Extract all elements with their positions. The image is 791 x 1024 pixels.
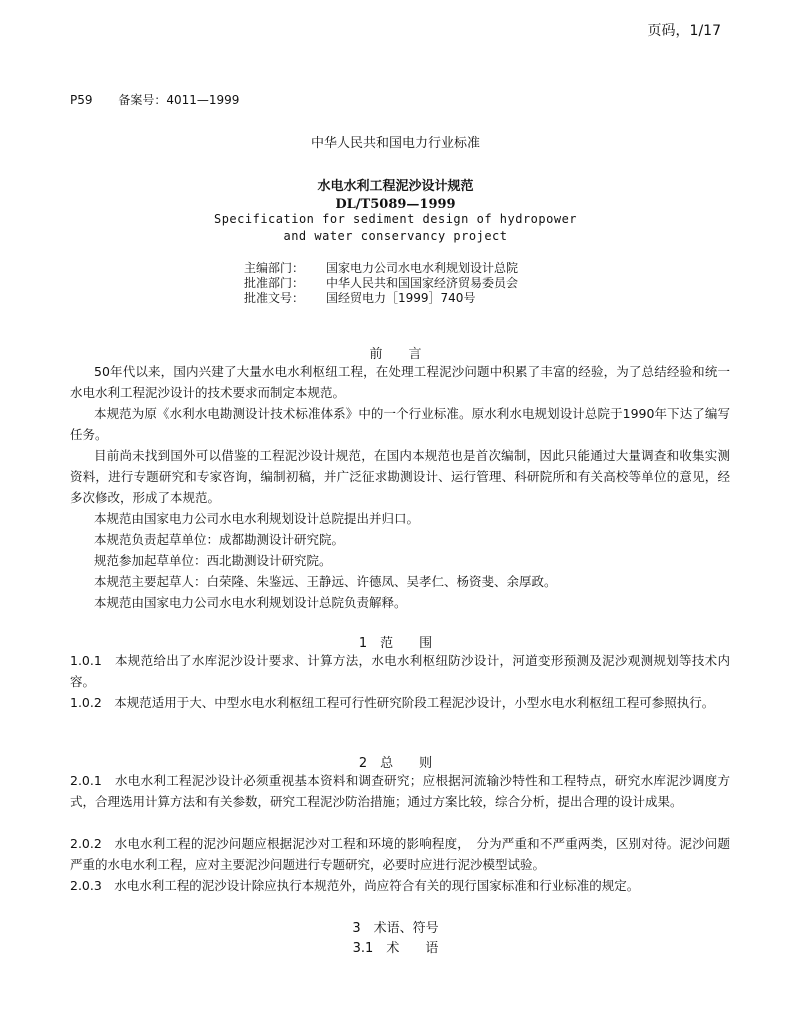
page-number: 页码，1/17 — [647, 23, 721, 39]
foreword-heading: 前 言 — [369, 347, 422, 362]
english-title-line-2: and water conservancy project — [283, 229, 508, 243]
foreword-paragraph: 本规范为原《水利水电勘测设计技术标准体系》中的一个行业标准。原水利水电规划设计总院于1990年下达了编写任务。 — [70, 406, 730, 442]
meta-label: 批准文号： — [244, 291, 305, 305]
standard-category: 中华人民共和国电力行业标准 — [310, 136, 480, 151]
foreword-paragraph: 规范参加起草单位：西北勘测设计研究院。 — [94, 553, 332, 568]
foreword-paragraph: 本规范主要起草人：白荣隆、朱鉴远、王静远、许德凤、吴孝仁、杨资斐、余厚政。 — [94, 574, 557, 589]
section-1-heading: 1 范 围 — [358, 636, 433, 651]
meta-label: 主编部门： — [244, 261, 305, 275]
meta-value: 中华人民共和国国家经济贸易委员会 — [326, 276, 519, 290]
clause-paragraph: 1.0.1 本规范给出了水库泥沙设计要求、计算方法，水电水利枢纽防沙设计，河道变形预测及泥沙观测规划等技术内容。 — [70, 653, 730, 689]
standard-code: DL/T5089—1999 — [335, 197, 456, 212]
meta-label: 批准部门： — [244, 276, 305, 290]
foreword-paragraph: 目前尚未找到国外可以借鉴的工程泥沙设计规范，在国内本规范也是首次编制，因此只能通过大量调查和收集实测资料，进行专题研究和专家咨询，编制初稿，并广泛征求勘测设计、运行管理、科研院所和有关高校等单位的意见，经多次修改，形成了本规范。 — [70, 448, 730, 505]
foreword-paragraph: 本规范由国家电力公司水电水利规划设计总院负责解释。 — [94, 595, 407, 610]
clause-paragraph: 1.0.2 本规范适用于大、中型水电水利枢纽工程可行性研究阶段工程泥沙设计，小型水电水利枢纽工程可参照执行。 — [70, 695, 715, 710]
meta-value: 国家电力公司水电水利规划设计总院 — [326, 261, 519, 275]
english-title-line-1: Specification for sediment design of hydropower — [213, 212, 578, 226]
document-title: 水电水利工程泥沙设计规范 — [317, 179, 474, 194]
foreword-paragraph: 本规范由国家电力公司水电水利规划设计总院提出并归口。 — [94, 511, 420, 526]
foreword-paragraph: 50年代以来，国内兴建了大量水电水利枢纽工程，在处理工程泥沙问题中积累了丰富的经验，为了总结经验和统一水电水利工程泥沙设计的技术要求而制定本规范。 — [70, 364, 730, 400]
clause-paragraph: 2.0.2 水电水利工程的泥沙问题应根据泥沙对工程和环境的影响程度， 分为严重和不严重两类，区别对待。泥沙问题严重的水电水利工程，应对主要泥沙问题进行专题研究，必要时应进行泥沙模型试验。 — [70, 836, 730, 872]
section-3-heading: 3 术语、符号 — [352, 921, 439, 936]
meta-approval-no — [244, 289, 475, 306]
foreword-paragraph: 本规范负责起草单位：成都勘测设计研究院。 — [94, 532, 345, 547]
meta-value: 国经贸电力［1999］740号 — [326, 291, 476, 305]
document-header — [70, 91, 261, 108]
section-3-1-heading: 3.1 术 语 — [352, 941, 439, 956]
clause-paragraph: 2.0.1 水电水利工程泥沙设计必须重视基本资料和调查研究；应根据河流输沙特性和工程特点，研究水库泥沙调度方式，合理选用计算方法和有关参数，研究工程泥沙防治措施；通过方案比较，综合分析，提出合理的设计成果。 — [70, 773, 730, 809]
section-2-heading: 2 总 则 — [358, 756, 433, 771]
class-code: P59 — [70, 93, 93, 107]
record-number: 备案号：4011—1999 — [118, 93, 240, 107]
clause-paragraph: 2.0.3 水电水利工程的泥沙设计除应执行本规范外，尚应符合有关的现行国家标准和行业标准的规定。 — [70, 878, 640, 893]
